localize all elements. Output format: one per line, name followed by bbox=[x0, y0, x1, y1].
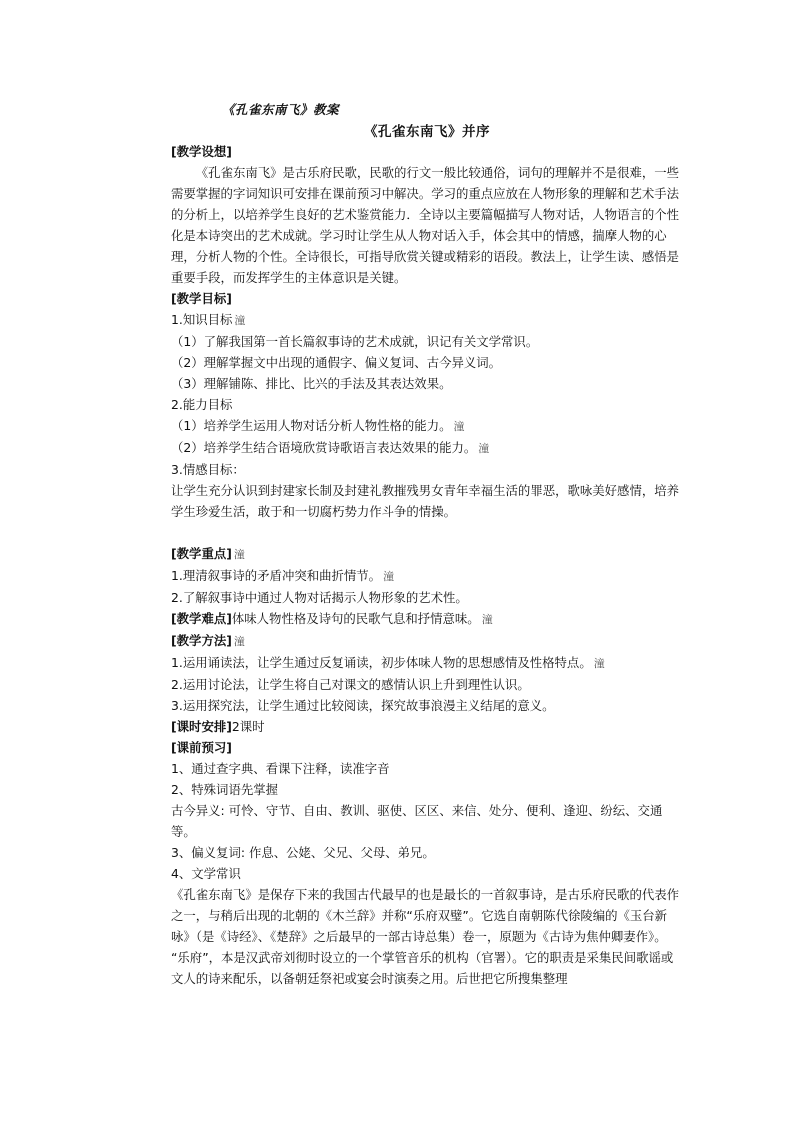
key-point-2: 2.了解叙事诗中通过人物对话揭示人物形象的艺术性。 bbox=[171, 590, 468, 605]
schedule-text: 2课时 bbox=[231, 719, 265, 734]
document-body bbox=[171, 141, 683, 989]
method-1-text: 1.运用诵读法，让学生通过反复诵读，初步体味人物的思想感情及性格特点。 bbox=[171, 655, 592, 670]
marker-glyph: 潼 bbox=[453, 420, 465, 433]
design-paragraph: 《孔雀东南飞》是古乐府民歌，民歌的行文一般比较通俗，词句的理解并不是很难，一些需要掌握的字词知识可安排在课前预习中解决。学习的重点应放在人物形象的理解和艺术手法的分析上，以培养学生良好的艺术鉴赏能力．全诗以主要篇幅描写人物对话，人物语言的个性化是本诗突出的艺术成就。学习时让学生从人物对话入手，体会其中的情感，揣摩人物的心理，分析人物的个性。全诗很长，可指导欣赏关键或精彩的语段。教法上，让学生读、感悟是重要手段，而发挥学生的主体意识是关键。 bbox=[171, 165, 680, 285]
ability-goal-title: 2.能力目标 bbox=[171, 397, 233, 412]
emotion-goal-title: 3.情感目标： bbox=[171, 462, 245, 477]
spacer bbox=[171, 522, 683, 543]
preview-item-6: 《孔雀东南飞》是保存下来的我国古代最早的也是最长的一首叙事诗，是古乐府民歌的代表作之一，与稍后出现的北朝的《木兰辞》并称“乐府双璧”。它选自南朝陈代徐陵编的《玉台新咏》（是《诗经》、《楚辞》之后最早的一部古诗总集）卷一，原题为《古诗为焦仲卿妻作》。 bbox=[171, 887, 680, 944]
schedule-heading: [课时安排] bbox=[171, 719, 232, 734]
design-heading: [教学设想] bbox=[171, 144, 232, 159]
key-points-heading-line bbox=[171, 543, 683, 565]
schedule-line bbox=[171, 716, 683, 737]
difficulty-line bbox=[171, 608, 683, 630]
ability-goal-1-text: （1）培养学生运用人物对话分析人物性格的能力。 bbox=[171, 418, 452, 433]
knowledge-goal-2: （2）理解掌握文中出现的通假字、偏义复词、古今异义词。 bbox=[171, 355, 502, 370]
poem-title: 《孔雀东南飞》并序 bbox=[364, 124, 490, 140]
key-point-1 bbox=[171, 565, 683, 587]
marker-glyph: 潼 bbox=[233, 635, 245, 648]
preview-heading: [课前预习] bbox=[171, 740, 232, 755]
document-title: 《孔雀东南飞》教案 bbox=[222, 102, 340, 117]
marker-glyph: 潼 bbox=[383, 570, 395, 583]
emotion-goal-text: 让学生充分认识到封建家长制及封建礼教摧残男女青年幸福生活的罪恶，歌咏美好感情，培养学生珍爱生活，敢于和一切腐朽势力作斗争的情操。 bbox=[171, 483, 680, 519]
ability-goal-2-text: （2）培养学生结合语境欣赏诗歌语言表达效果的能力。 bbox=[171, 440, 477, 455]
marker-glyph: 潼 bbox=[481, 613, 493, 626]
method-2: 2.运用讨论法，让学生将自己对课文的感情认识上升到理性认识。 bbox=[171, 677, 530, 692]
knowledge-goal-label: 1.知识目标 bbox=[171, 312, 233, 327]
method-1 bbox=[171, 652, 683, 674]
goals-heading: [教学目标] bbox=[171, 291, 232, 306]
preview-item-1: 1、通过查字典、看课下注释，读准字音 bbox=[171, 761, 390, 776]
methods-heading: [教学方法] bbox=[171, 633, 232, 648]
method-3: 3.运用探究法，让学生通过比较阅读，探究故事浪漫主义结尾的意义。 bbox=[171, 698, 555, 713]
key-points-heading: [教学重点] bbox=[171, 546, 232, 561]
difficulty-heading: [教学难点] bbox=[171, 611, 232, 626]
preview-item-7: “乐府”，本是汉武帝刘彻时设立的一个掌管音乐的机构（官署）。它的职责是采集民间歌谣或文人的诗来配乐，以备朝廷祭祀或宴会时演奏之用。后世把它所搜集整理 bbox=[171, 950, 674, 986]
marker-glyph: 潼 bbox=[234, 314, 246, 327]
knowledge-goal-3: （3）理解铺陈、排比、比兴的手法及其表达效果。 bbox=[171, 376, 452, 391]
preview-item-4: 3、偏义复词: 作息、公姥、父兄、父母、弟兄。 bbox=[171, 845, 435, 860]
ability-goal-1 bbox=[171, 415, 683, 437]
marker-glyph: 潼 bbox=[478, 442, 490, 455]
methods-heading-line bbox=[171, 630, 683, 652]
preview-item-2: 2、特殊词语先掌握 bbox=[171, 782, 279, 797]
knowledge-goal-1: （1）了解我国第一首长篇叙事诗的艺术成就，识记有关文学常识。 bbox=[171, 334, 539, 349]
preview-item-3: 古今异义: 可怜、守节、自由、教训、驱使、区区、来信、处分、便利、逢迎、纷纭、交通等。 bbox=[171, 803, 663, 839]
marker-glyph: 潼 bbox=[233, 548, 245, 561]
knowledge-goal-title bbox=[171, 309, 683, 331]
key-point-1-text: 1.理清叙事诗的矛盾冲突和曲折情节。 bbox=[171, 568, 382, 583]
difficulty-text: 体味人物性格及诗句的民歌气息和抒情意味。 bbox=[231, 611, 480, 626]
marker-glyph: 潼 bbox=[593, 657, 605, 670]
preview-item-5: 4、文学常识 bbox=[171, 866, 241, 881]
ability-goal-2 bbox=[171, 437, 683, 459]
